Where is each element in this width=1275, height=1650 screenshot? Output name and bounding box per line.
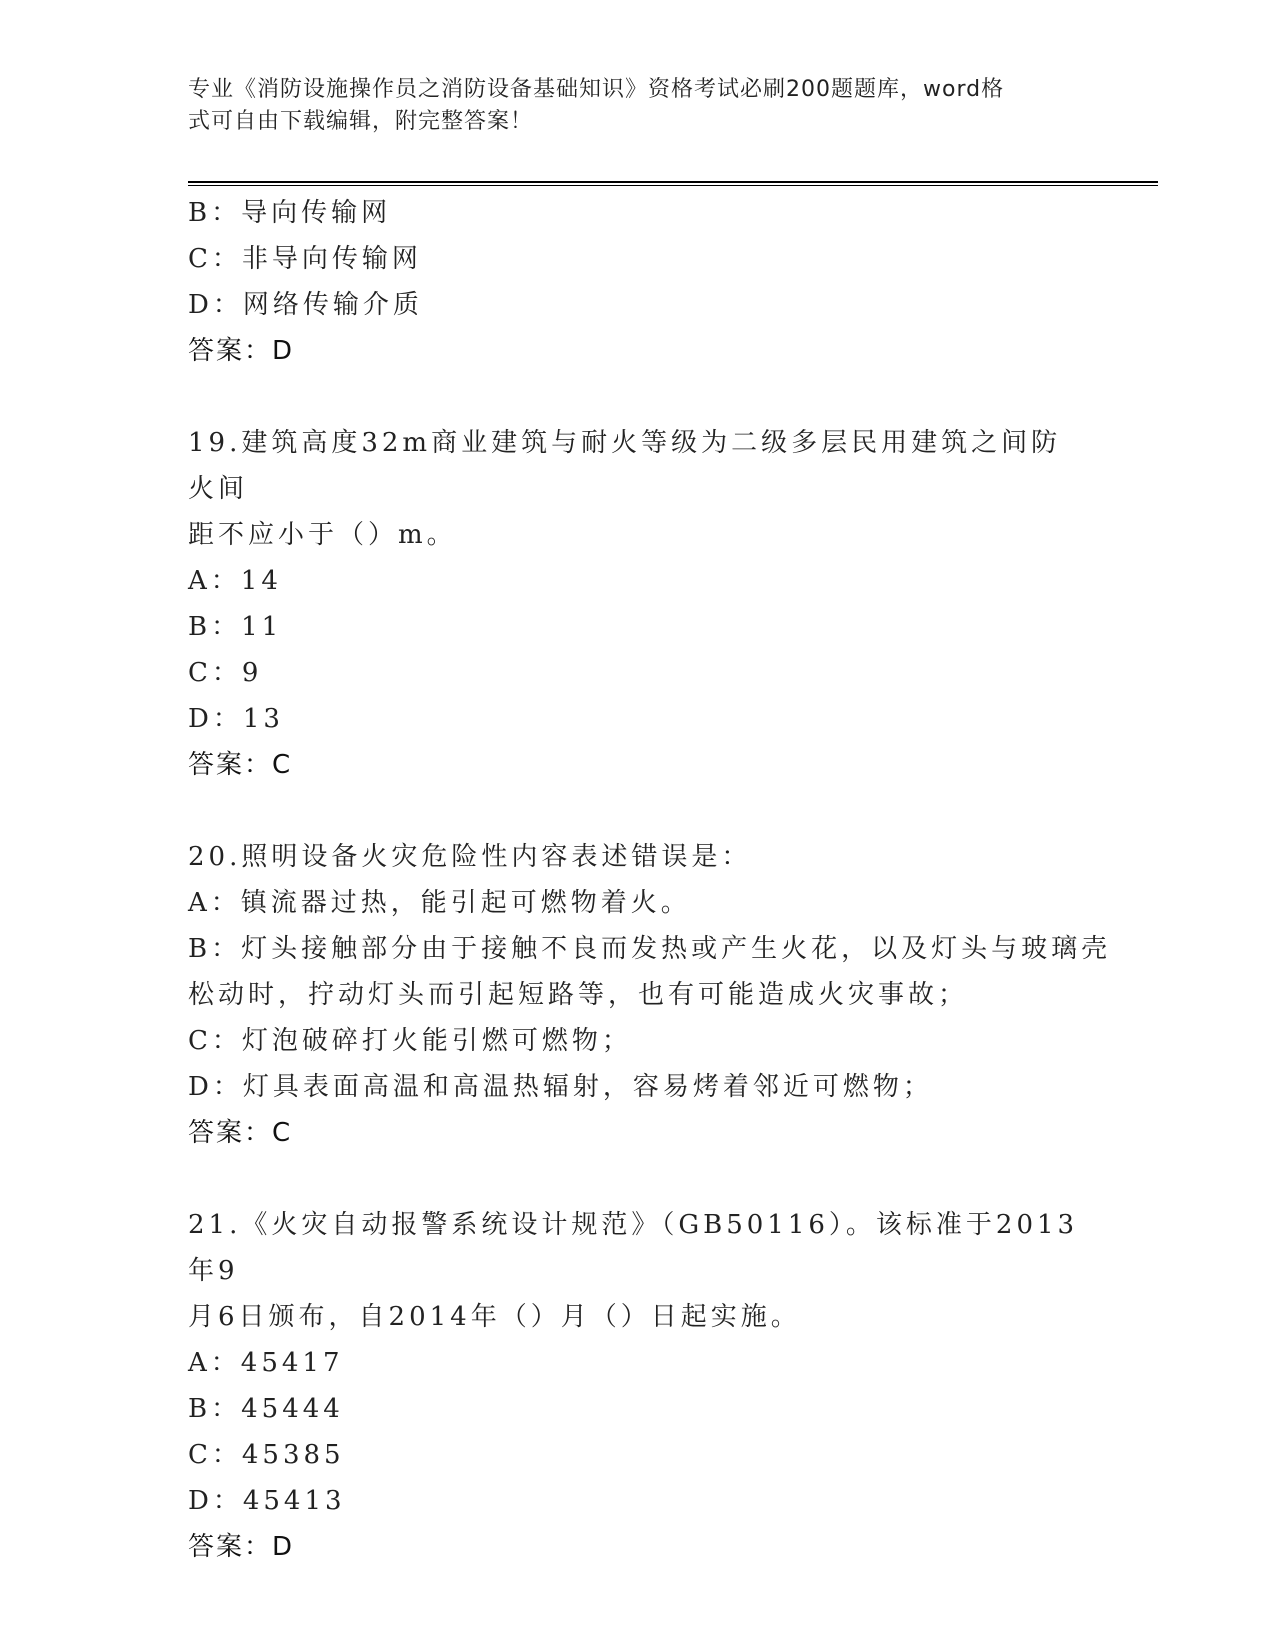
q19-stem-line-2: 距不应小于（）m。: [188, 520, 457, 550]
question-list: [188, 190, 1112, 1570]
question-18-tail: [188, 190, 1088, 374]
spacer: [188, 1156, 1088, 1202]
q19-answer: 答案：C: [188, 750, 293, 780]
q18-option-b: B：导向传输网: [188, 198, 392, 228]
question-19: [188, 420, 1088, 788]
q20-option-a: A：镇流器过热，能引起可燃物着火。: [188, 888, 691, 918]
header-title-line-2: 式可自由下载编辑，附完整答案！: [188, 109, 534, 134]
q21-option-a: A：45417: [188, 1348, 344, 1378]
q21-stem-line-2: 月6日颁布，自2014年（）月（）日起实施。: [188, 1302, 801, 1332]
question-20: [188, 834, 1112, 1156]
q21-answer: 答案：D: [188, 1532, 295, 1562]
q20-option-b-line-1: B：灯头接触部分由于接触不良而发热或产生火花，以及灯头与玻璃壳: [188, 934, 1112, 964]
q20-option-d: D：灯具表面高温和高温热辐射，容易烤着邻近可燃物；: [188, 1072, 933, 1102]
q20-option-c: C：灯泡破碎打火能引燃可燃物；: [188, 1026, 632, 1056]
q21-option-c: C：45385: [188, 1440, 345, 1470]
q18-option-d: D：网络传输介质: [188, 290, 423, 320]
spacer: [188, 788, 1088, 834]
q18-option-c: C：非导向传输网: [188, 244, 422, 274]
spacer: [188, 374, 1088, 420]
q21-stem-line-1: 21.《火灾自动报警系统设计规范》（GB50116）。该标准于2013年9: [188, 1210, 1079, 1286]
header-title-line-1: 专业《消防设施操作员之消防设备基础知识》资格考试必刷200题题库，word格: [188, 77, 1005, 102]
header-divider: [188, 181, 1158, 186]
q21-option-b: B：45444: [188, 1394, 344, 1424]
q19-stem-line-1: 19.建筑高度32m商业建筑与耐火等级为二级多层民用建筑之间防火间: [188, 428, 1062, 504]
q19-option-c: C：9: [188, 658, 263, 688]
q19-option-d: D：13: [188, 704, 284, 734]
q19-option-a: A：14: [188, 566, 282, 596]
q20-answer: 答案：C: [188, 1118, 293, 1148]
page-header: [188, 74, 1068, 138]
q18-answer: 答案：D: [188, 336, 295, 366]
q20-stem-line-1: 20.照明设备火灾危险性内容表述错误是：: [188, 842, 752, 872]
question-21: [188, 1202, 1088, 1570]
q19-option-b: B：11: [188, 612, 283, 642]
q21-option-d: D：45413: [188, 1486, 346, 1516]
q20-option-b-line-2: 松动时，拧动灯头而引起短路等，也有可能造成火灾事故；: [188, 980, 969, 1010]
